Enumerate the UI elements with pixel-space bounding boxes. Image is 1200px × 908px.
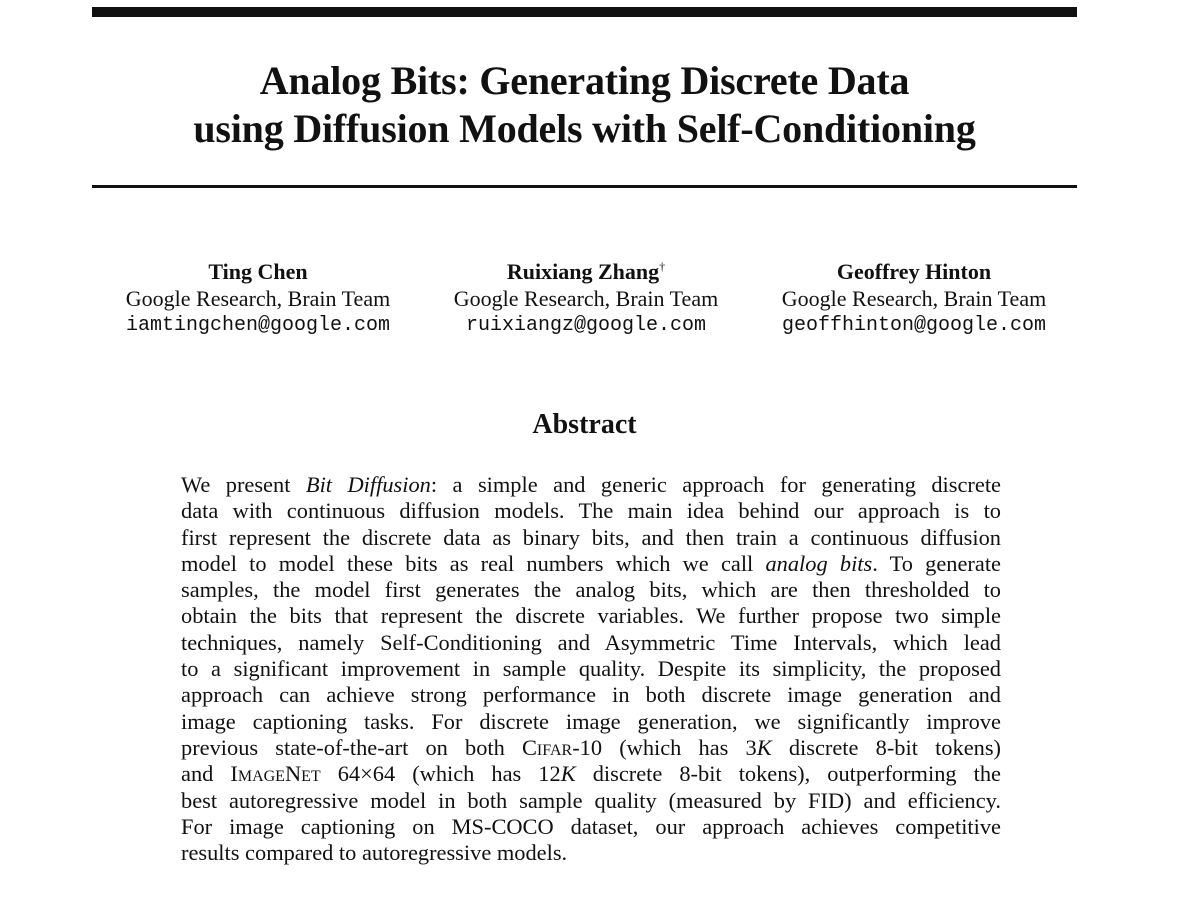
abstract-text: data with continuous diffusion models. The main idea behind our approach is to bbox=[181, 498, 1001, 524]
abstract-text: results compared to autoregressive models. bbox=[181, 840, 568, 866]
abstract-line bbox=[181, 814, 1001, 840]
author-affiliation: Google Research, Brain Team bbox=[125, 286, 391, 311]
abstract-text: For image captioning on MS-COCO dataset, our approach achieves competitive bbox=[181, 813, 1001, 839]
abstract-text: first represent the discrete data as binary bits, and then train a continuous diffusion bbox=[181, 524, 1001, 550]
author-email: geoffhinton@google.com bbox=[781, 314, 1047, 337]
abstract-line bbox=[181, 709, 1001, 735]
abstract-italic-text: K bbox=[560, 761, 576, 787]
abstract-text: model to model these bits as real numbers which we call bbox=[181, 550, 766, 576]
author-ting-chen bbox=[98, 258, 418, 340]
abstract-text: 64×64 (which has 12 bbox=[320, 761, 561, 787]
abstract-line bbox=[181, 577, 1001, 603]
abstract-text: -10 (which has 3 bbox=[572, 734, 757, 760]
abstract-text: : a simple and generic approach for generating discrete bbox=[430, 472, 1001, 497]
paper-title bbox=[92, 57, 1077, 153]
abstract-text: approach can achieve strong performance in both discrete image generation and bbox=[181, 682, 1001, 708]
author-name: Ruixiang Zhang† bbox=[506, 259, 666, 284]
abstract-smallcaps-text: Cifar bbox=[521, 734, 573, 760]
abstract-smallcaps-text: ImageNet bbox=[230, 761, 321, 787]
author-geoffrey-hinton bbox=[754, 258, 1074, 340]
title-rule bbox=[92, 185, 1077, 188]
author-footnote-mark: † bbox=[659, 259, 666, 274]
abstract-line bbox=[181, 630, 1001, 656]
abstract-italic-text: Bit Diffusion bbox=[305, 472, 431, 497]
author-ruixiang-zhang bbox=[426, 258, 746, 340]
abstract-text: discrete 8-bit tokens) bbox=[771, 734, 1001, 760]
author-affiliation: Google Research, Brain Team bbox=[453, 286, 719, 311]
abstract-text: We present bbox=[181, 472, 306, 497]
abstract-text: obtain the bits that represent the discrete variables. We further propose two simple bbox=[181, 603, 1001, 629]
author-name: Geoffrey Hinton bbox=[836, 259, 992, 284]
abstract-text: image captioning tasks. For discrete image generation, we significantly improve bbox=[181, 708, 1001, 734]
abstract-line bbox=[181, 656, 1001, 682]
abstract-line bbox=[181, 472, 1001, 498]
abstract-line bbox=[181, 840, 1001, 866]
abstract-line bbox=[181, 788, 1001, 814]
author-email: iamtingchen@google.com bbox=[125, 314, 391, 337]
abstract-line bbox=[181, 551, 1001, 577]
abstract-line bbox=[181, 761, 1001, 787]
author-name: Ting Chen bbox=[208, 259, 308, 284]
abstract-heading: Abstract bbox=[532, 409, 637, 440]
author-affiliation: Google Research, Brain Team bbox=[781, 286, 1047, 311]
abstract-body bbox=[181, 472, 1001, 866]
abstract-italic-text: analog bits bbox=[765, 550, 873, 576]
abstract-text: best autoregressive model in both sample quality (measured by FID) and efficiency. bbox=[181, 787, 1001, 813]
abstract-text: techniques, namely Self-Conditioning and Asymmetric Time Intervals, which lead bbox=[181, 629, 1001, 655]
top-rule bbox=[92, 7, 1077, 17]
abstract-text: . To generate bbox=[872, 550, 1001, 576]
abstract-italic-text: K bbox=[756, 734, 772, 760]
author-block bbox=[92, 258, 1077, 348]
abstract-line bbox=[181, 498, 1001, 524]
title-line-1: Analog Bits: Generating Discrete Data bbox=[259, 58, 910, 103]
abstract-line bbox=[181, 682, 1001, 708]
abstract-text: to a significant improvement in sample quality. Despite its simplicity, the proposed bbox=[181, 656, 1001, 682]
abstract-line bbox=[181, 735, 1001, 761]
abstract-text: previous state-of-the-art on both bbox=[181, 734, 522, 760]
abstract-text: samples, the model first generates the analog bits, which are then thresholded to bbox=[181, 577, 1001, 603]
abstract-line bbox=[181, 525, 1001, 551]
abstract-text: and bbox=[181, 761, 231, 787]
title-line-2: using Diffusion Models with Self-Conditioning bbox=[193, 106, 976, 151]
author-email: ruixiangz@google.com bbox=[465, 314, 707, 337]
abstract-text: discrete 8-bit tokens), outperforming the bbox=[575, 761, 1001, 787]
abstract-line bbox=[181, 603, 1001, 629]
